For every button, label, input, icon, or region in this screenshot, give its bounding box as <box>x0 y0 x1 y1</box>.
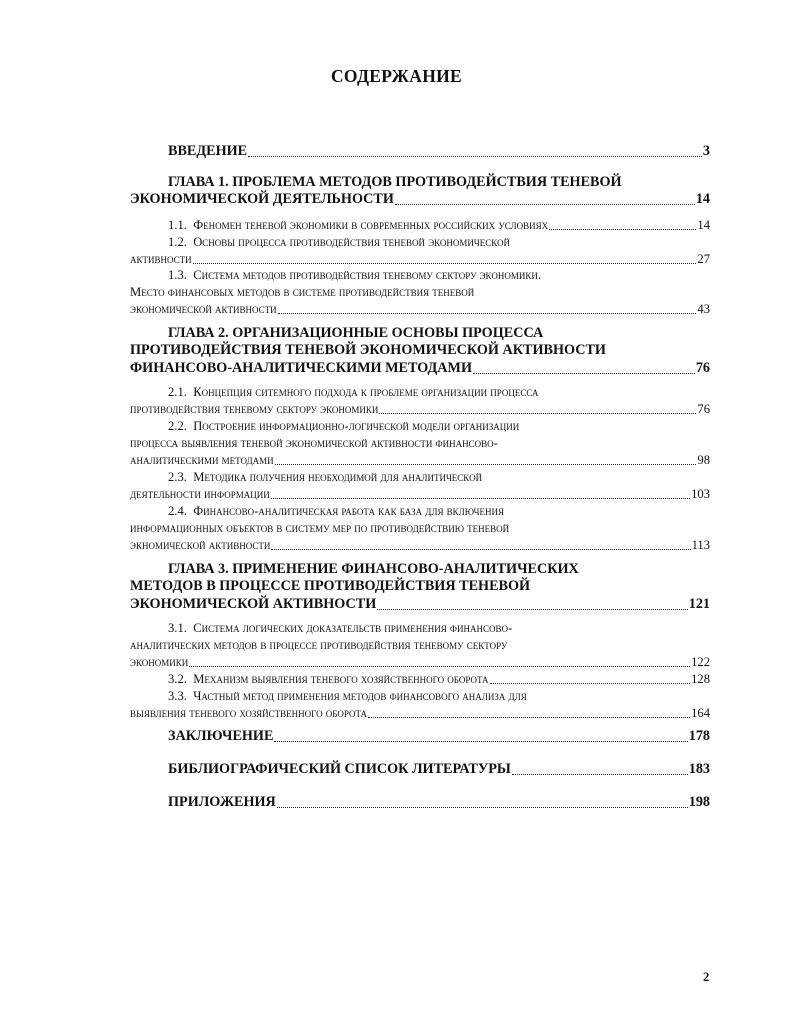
toc-line <box>130 468 710 485</box>
toc-page-number: 178 <box>688 728 710 744</box>
toc-line <box>130 577 710 595</box>
page-title: СОДЕРЖАНИЕ <box>330 66 462 86</box>
toc-line <box>130 636 710 653</box>
toc-line <box>130 417 710 434</box>
toc-entry-title: процесса выявления теневой экономической активности финансово- <box>130 436 498 450</box>
dot-leader <box>377 609 687 610</box>
toc-entry-title: аналитическими методами <box>130 453 274 467</box>
toc-line <box>130 727 710 745</box>
toc-entry-title: экномической активности <box>130 538 271 552</box>
toc-page-number: 103 <box>691 487 710 501</box>
dot-leader <box>395 204 695 205</box>
dot-leader <box>248 156 702 157</box>
toc-entry-number: 3.2. <box>168 672 187 686</box>
toc-entry-title: ВВЕДЕНИЕ <box>168 143 248 159</box>
toc-entry-title: Место финансовых методов в системе противодействия теневой <box>130 285 475 299</box>
toc-entry-number: 2.1. <box>168 385 187 399</box>
toc-entry-title: Система логических доказательств применения финансово- <box>193 621 513 635</box>
toc-entry-title: Система методов противодействия теневому сектору экономики. <box>193 268 541 282</box>
toc-line <box>130 670 710 687</box>
toc-page-number: 76 <box>697 402 710 416</box>
toc-line <box>130 451 710 468</box>
toc-line <box>130 383 710 400</box>
dot-leader <box>368 717 690 718</box>
toc-page-number: 98 <box>697 453 710 467</box>
toc-entry-title: БИБЛИОГРАФИЧЕСКИЙ СПИСОК ЛИТЕРАТУРЫ <box>168 761 511 777</box>
toc-page-number: 121 <box>688 596 710 612</box>
toc-line <box>130 359 710 377</box>
toc-line <box>130 216 710 233</box>
toc-line <box>130 434 710 451</box>
toc-page-number: 183 <box>688 761 710 777</box>
toc-entry-title: ПРОТИВОДЕЙСТВИЯ ТЕНЕВОЙ ЭКОНОМИЧЕСКОЙ АКТИВНОСТИ <box>130 342 606 358</box>
toc-entry-title: ГЛАВА 3. ПРИМЕНЕНИЕ ФИНАНСОВО-АНАЛИТИЧЕСКИХ <box>168 561 579 577</box>
toc-entry-title: Концепция ситемного подхода к проблеме организации процесса <box>193 385 539 399</box>
toc-page-number: 27 <box>697 252 710 266</box>
toc-entry-number: 1.1. <box>168 218 187 232</box>
toc-entry-title: информационных объектов в систему мер по противодействию теневой <box>130 521 510 535</box>
toc-line <box>130 560 710 578</box>
dot-leader <box>271 549 690 550</box>
toc-line <box>130 653 710 670</box>
toc-entry-title: ГЛАВА 1. ПРОБЛЕМА МЕТОДОВ ПРОТИВОДЕЙСТВИЯ ТЕНЕВОЙ <box>168 174 622 190</box>
toc-entry-title: Частный метод применения методов финансового анализа для <box>193 689 527 703</box>
toc-line <box>130 619 710 636</box>
toc-entry-title: Финансово-аналитическая работа как база для включения <box>193 504 504 518</box>
toc-entry-title: аналитических методов в процессе противодействия теневому сектору <box>130 638 508 652</box>
toc-page-number: 198 <box>688 794 710 810</box>
dot-leader <box>278 313 697 314</box>
toc-line <box>130 595 710 613</box>
toc-page-number: 164 <box>691 706 710 720</box>
toc-entry-number: 2.2. <box>168 419 187 433</box>
toc-entry-number: 1.3. <box>168 268 187 282</box>
toc-line <box>130 283 710 300</box>
toc-entry-title: Построение информационно-логической модели организации <box>193 419 520 433</box>
toc-entry-title: МЕТОДОВ В ПРОЦЕССЕ ПРОТИВОДЕЙСТВИЯ ТЕНЕВОЙ <box>130 578 531 594</box>
dot-leader <box>549 229 696 230</box>
toc-entry-title: Феномен теневой экономики в современных российских условиях <box>193 218 549 232</box>
dot-leader <box>193 263 697 264</box>
dot-leader <box>274 741 687 742</box>
toc-entry-title: противодействия теневому сектору экономики <box>130 402 379 416</box>
dot-leader <box>189 666 690 667</box>
toc-line <box>130 233 710 250</box>
toc-line <box>130 190 710 208</box>
page-number: 2 <box>703 970 710 984</box>
toc-entry-title: экономики <box>130 655 189 669</box>
toc-page-number: 14 <box>697 218 710 232</box>
toc-entry-number: 3.3. <box>168 689 187 703</box>
toc-line <box>130 485 710 502</box>
toc-line <box>130 400 710 417</box>
toc-entry-title: выявления теневого хозяйственного оборота <box>130 706 367 720</box>
dot-leader <box>490 683 691 684</box>
toc-page-number: 14 <box>695 191 710 207</box>
toc-entry-title: деятельности информации <box>130 487 270 501</box>
toc-page-number: 128 <box>691 672 710 686</box>
toc-entry-number: 2.3. <box>168 470 187 484</box>
toc-entry-title: ГЛАВА 2. ОРГАНИЗАЦИОННЫЕ ОСНОВЫ ПРОЦЕССА <box>168 325 544 341</box>
dot-leader <box>512 774 688 775</box>
toc-entry-title: Основы процесса противодействия теневой экономической <box>193 235 511 249</box>
toc-page-number: 122 <box>691 655 710 669</box>
toc-entry-title: ЗАКЛЮЧЕНИЕ <box>168 728 274 744</box>
toc-line <box>130 704 710 721</box>
toc-page-number: 76 <box>695 360 710 376</box>
dot-leader <box>473 373 695 374</box>
dot-leader <box>275 464 697 465</box>
toc-line <box>130 687 710 704</box>
toc-line <box>130 519 710 536</box>
dot-leader <box>277 807 688 808</box>
toc-line <box>130 250 710 267</box>
toc-entry-title: активности <box>130 252 192 266</box>
toc-entry-title: Механизм выявления теневого хозяйственного оборота <box>193 672 489 686</box>
toc-page-number: 113 <box>691 538 710 552</box>
toc-line <box>130 760 710 778</box>
toc-line <box>130 793 710 811</box>
toc-page-number: 43 <box>697 302 710 316</box>
toc-line <box>130 502 710 519</box>
toc-entry-title: ФИНАНСОВО-АНАЛИТИЧЕСКИМИ МЕТОДАМИ <box>130 360 472 376</box>
toc-line <box>130 324 710 342</box>
toc-line <box>130 142 710 160</box>
dot-leader <box>271 498 690 499</box>
toc-line <box>130 341 710 359</box>
dot-leader <box>379 413 696 414</box>
toc-page-number: 3 <box>702 143 710 159</box>
toc-entry-number: 3.1. <box>168 621 187 635</box>
toc-line <box>130 173 710 191</box>
toc-line <box>130 536 710 553</box>
toc-line <box>130 266 710 283</box>
toc-entry-title: Методика получения необходимой для аналитической <box>193 470 483 484</box>
toc-entry-number: 2.4. <box>168 504 187 518</box>
toc-entry-number: 1.2. <box>168 235 187 249</box>
toc-line <box>130 300 710 317</box>
toc-entry-title: ЭКОНОМИЧЕСКОЙ ДЕЯТЕЛЬНОСТИ <box>130 191 394 207</box>
toc-entry-title: экономической активности <box>130 302 277 316</box>
toc-entry-title: ЭКОНОМИЧЕСКОЙ АКТИВНОСТИ <box>130 596 377 612</box>
toc-entry-title: ПРИЛОЖЕНИЯ <box>168 794 276 810</box>
